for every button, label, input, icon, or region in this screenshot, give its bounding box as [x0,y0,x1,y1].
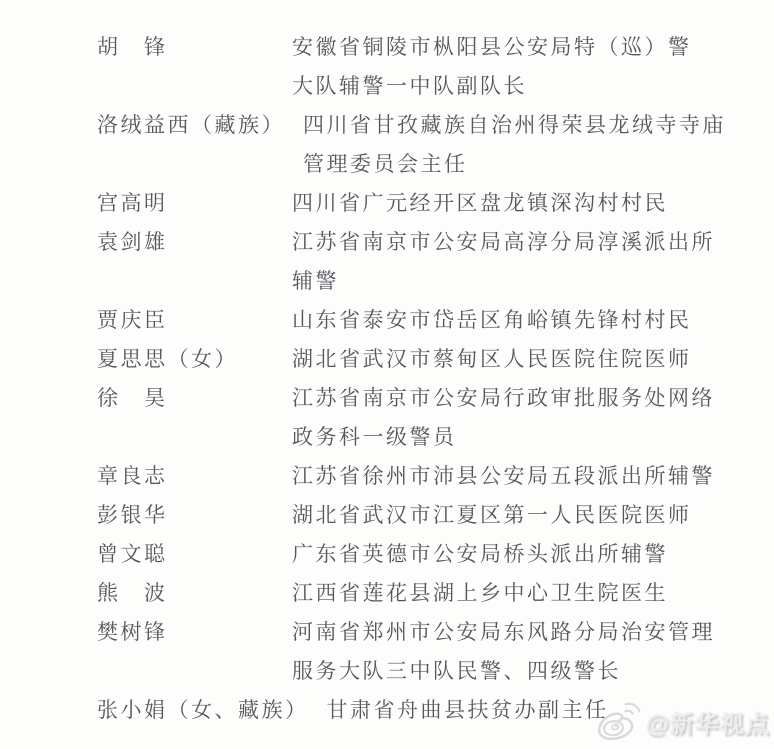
person-name: 夏思思（女） [97,347,238,371]
affiliation-line: 管理委员会主任 [303,152,468,176]
affiliation-line: 辅警 [292,269,339,293]
affiliation-line: 山东省泰安市岱岳区角峪镇先锋村村民 [292,308,692,332]
person-affiliation [292,223,715,301]
affiliation-line: 大队辅警一中队副队长 [292,74,527,98]
person-affiliation [292,28,692,106]
list-item [97,613,774,691]
person-affiliation [292,496,692,535]
person-name: 胡 锋 [97,35,168,59]
person-affiliation [292,184,668,223]
list-item [97,106,774,184]
list-item [97,457,774,496]
affiliation-line: 安徽省铜陵市枞阳县公安局特（巡）警 [292,35,692,59]
list-item [97,301,774,340]
list-item [97,574,774,613]
person-affiliation [292,535,668,574]
affiliation-line: 江苏省南京市公安局行政审批服务处网络 [292,386,715,410]
person-affiliation [292,379,715,457]
person-name: 贾庆臣 [97,308,168,332]
person-name: 彭银华 [97,503,168,527]
person-name: 章良志 [97,464,168,488]
affiliation-line: 四川省甘孜藏族自治州得荣县龙绒寺寺庙 [303,113,726,137]
affiliation-line: 河南省郑州市公安局东风路分局治安管理 [292,620,715,644]
person-name: 熊 波 [97,581,168,605]
affiliation-line: 甘肃省舟曲县扶贫办副主任 [326,698,609,722]
person-name: 宫高明 [97,191,168,215]
person-affiliation [292,574,668,613]
honoree-list [97,28,774,730]
affiliation-line: 广东省英德市公安局桥头派出所辅警 [292,542,668,566]
affiliation-line: 江苏省南京市公安局高淳分局淳溪派出所 [292,230,715,254]
list-item [97,223,774,301]
list-item [97,691,774,730]
affiliation-line: 政务科一级警员 [292,425,457,449]
affiliation-line: 服务大队三中队民警、四级警长 [292,659,621,683]
list-item [97,379,774,457]
affiliation-line: 湖北省武汉市蔡甸区人民医院住院医师 [292,347,692,371]
watermark-handle: @新华视点 [645,710,770,738]
list-item [97,28,774,106]
person-affiliation [292,340,692,379]
list-item [97,340,774,379]
person-affiliation [327,691,609,730]
affiliation-line: 湖北省武汉市江夏区第一人民医院医师 [292,503,692,527]
list-item [97,184,774,223]
person-name: 张小娟（女、藏族） [97,698,309,722]
person-affiliation [292,613,715,691]
list-item [97,496,774,535]
person-affiliation [292,301,692,340]
person-name: 洛绒益西（藏族） [97,113,285,137]
affiliation-line: 江苏省徐州市沛县公安局五段派出所辅警 [292,464,715,488]
list-item [97,535,774,574]
person-affiliation [303,106,726,184]
person-name: 曾文聪 [97,542,168,566]
affiliation-line: 四川省广元经开区盘龙镇深沟村村民 [292,191,668,215]
person-name: 袁剑雄 [97,230,168,254]
person-name: 徐 昊 [97,386,168,410]
person-name: 樊树锋 [97,620,168,644]
affiliation-line: 江西省莲花县湖上乡中心卫生院医生 [292,581,668,605]
person-affiliation [292,457,715,496]
